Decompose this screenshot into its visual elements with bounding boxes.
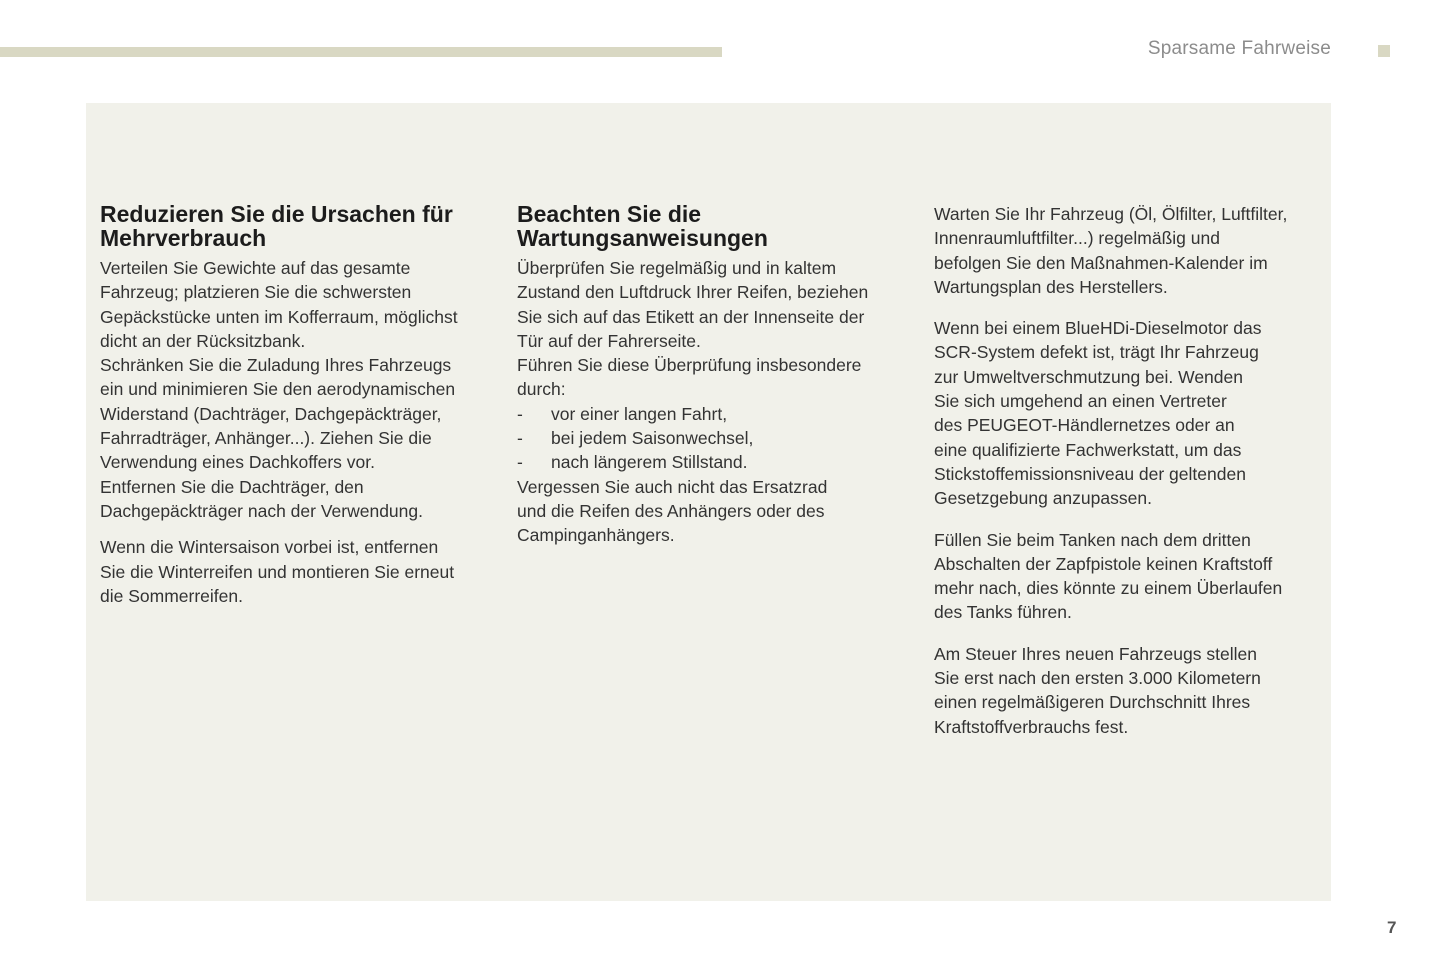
section-title: Sparsame Fahrweise bbox=[1147, 38, 1331, 59]
list-item-text: nach längerem Stillstand. bbox=[551, 452, 748, 473]
text-line: mehr nach, dies könnte zu einem Überlaufen bbox=[934, 578, 1283, 599]
text-line: die Sommerreifen. bbox=[100, 585, 243, 606]
text-line: Gesetzgebung anzupassen. bbox=[934, 488, 1152, 509]
list-item bbox=[517, 450, 907, 474]
column-1-heading: Reduzieren Sie die Ursachen für Mehrverbrauch bbox=[100, 201, 453, 251]
text-line: Sie erst nach den ersten 3.000 Kilometern bbox=[934, 668, 1261, 689]
text-line: durch: bbox=[517, 379, 566, 400]
text-line: Abschalten der Zapfpistole keinen Kraftstoff bbox=[934, 553, 1273, 574]
text-line: des PEUGEOT-Händlernetzes oder an bbox=[934, 415, 1235, 436]
text-line: eine qualifizierte Fachwerkstatt, um das bbox=[934, 439, 1242, 460]
text-line: einen regelmäßigeren Durchschnitt Ihres bbox=[934, 692, 1251, 713]
text-line: zur Umweltverschmutzung bei. Wenden bbox=[934, 366, 1243, 387]
column-2-paragraph-2 bbox=[517, 475, 907, 548]
text-line: Fahrradträger, Anhänger...). Ziehen Sie die bbox=[100, 428, 432, 449]
list-marker: - bbox=[517, 403, 523, 424]
column-3-paragraph-3 bbox=[934, 528, 1319, 625]
list-marker: - bbox=[517, 428, 523, 449]
text-line: Führen Sie diese Überprüfung insbesondere bbox=[517, 355, 862, 376]
text-line: Vergessen Sie auch nicht das Ersatzrad bbox=[517, 476, 828, 497]
text-line: Füllen Sie beim Tanken nach dem dritten bbox=[934, 529, 1251, 550]
header-rule bbox=[0, 47, 722, 57]
list-item bbox=[517, 402, 907, 426]
text-line: Sie sich auf das Etikett an der Innenseite der bbox=[517, 306, 865, 327]
column-2-heading: Beachten Sie die Wartungsanweisungen bbox=[517, 201, 768, 251]
text-line: Sie sich umgehend an einen Vertreter bbox=[934, 391, 1227, 412]
column-3-paragraph-1 bbox=[934, 202, 1319, 299]
text-line: Tür auf der Fahrerseite. bbox=[517, 330, 701, 351]
column-1-paragraph-2 bbox=[100, 535, 495, 608]
column-3-paragraph-4 bbox=[934, 642, 1319, 739]
text-line: Entfernen Sie die Dachträger, den bbox=[100, 476, 364, 497]
column-1-paragraph-1 bbox=[100, 256, 495, 523]
text-line: Warten Sie Ihr Fahrzeug (Öl, Ölfilter, Luftfilter, bbox=[934, 204, 1288, 224]
text-line: befolgen Sie den Maßnahmen-Kalender im bbox=[934, 252, 1268, 273]
text-line: Campinganhängers. bbox=[517, 525, 675, 546]
column-3 bbox=[934, 202, 1319, 739]
text-line: Dachgepäckträger nach der Verwendung. bbox=[100, 500, 423, 521]
text-line: Zustand den Luftdruck Ihrer Reifen, beziehen bbox=[517, 282, 869, 303]
list-marker: - bbox=[517, 452, 523, 473]
list-item bbox=[517, 426, 907, 450]
check-list bbox=[517, 402, 907, 475]
text-line: Schränken Sie die Zuladung Ihres Fahrzeugs bbox=[100, 355, 452, 376]
page-number: 7 bbox=[1387, 918, 1397, 937]
text-line: Stickstoffemissionsniveau der geltenden bbox=[934, 463, 1246, 484]
text-line: Gepäckstücke unten im Kofferraum, möglichst bbox=[100, 306, 458, 327]
section-marker bbox=[1378, 45, 1390, 57]
column-2-paragraph-1 bbox=[517, 256, 907, 402]
text-line: Überprüfen Sie regelmäßig und in kaltem bbox=[517, 258, 837, 278]
text-line: Widerstand (Dachträger, Dachgepäckträger, bbox=[100, 403, 442, 424]
text-line: Verwendung eines Dachkoffers vor. bbox=[100, 452, 375, 473]
text-line: Verteilen Sie Gewichte auf das gesamte bbox=[100, 258, 411, 278]
text-line: Wenn die Wintersaison vorbei ist, entfernen bbox=[100, 537, 439, 558]
content-panel bbox=[86, 103, 1331, 901]
text-line: Am Steuer Ihres neuen Fahrzeugs stellen bbox=[934, 643, 1257, 664]
text-line: ein und minimieren Sie den aerodynamischen bbox=[100, 379, 456, 400]
text-line: Fahrzeug; platzieren Sie die schwersten bbox=[100, 282, 412, 303]
text-line: des Tanks führen. bbox=[934, 602, 1072, 623]
list-item-text: vor einer langen Fahrt, bbox=[551, 403, 728, 424]
text-line: Innenraumluftfilter...) regelmäßig und bbox=[934, 228, 1220, 249]
column-3-paragraph-2 bbox=[934, 316, 1319, 510]
list-item-text: bei jedem Saisonwechsel, bbox=[551, 428, 754, 449]
text-line: Kraftstoffverbrauchs fest. bbox=[934, 716, 1129, 737]
column-2 bbox=[517, 202, 907, 548]
text-line: Sie die Winterreifen und montieren Sie erneut bbox=[100, 561, 455, 582]
text-line: SCR-System defekt ist, trägt Ihr Fahrzeug bbox=[934, 342, 1259, 363]
text-line: dicht an der Rücksitzbank. bbox=[100, 330, 306, 351]
text-line: Wenn bei einem BlueHDi-Dieselmotor das bbox=[934, 318, 1262, 339]
text-line: Wartungsplan des Herstellers. bbox=[934, 276, 1168, 297]
text-line: und die Reifen des Anhängers oder des bbox=[517, 500, 825, 521]
column-1 bbox=[100, 202, 495, 608]
